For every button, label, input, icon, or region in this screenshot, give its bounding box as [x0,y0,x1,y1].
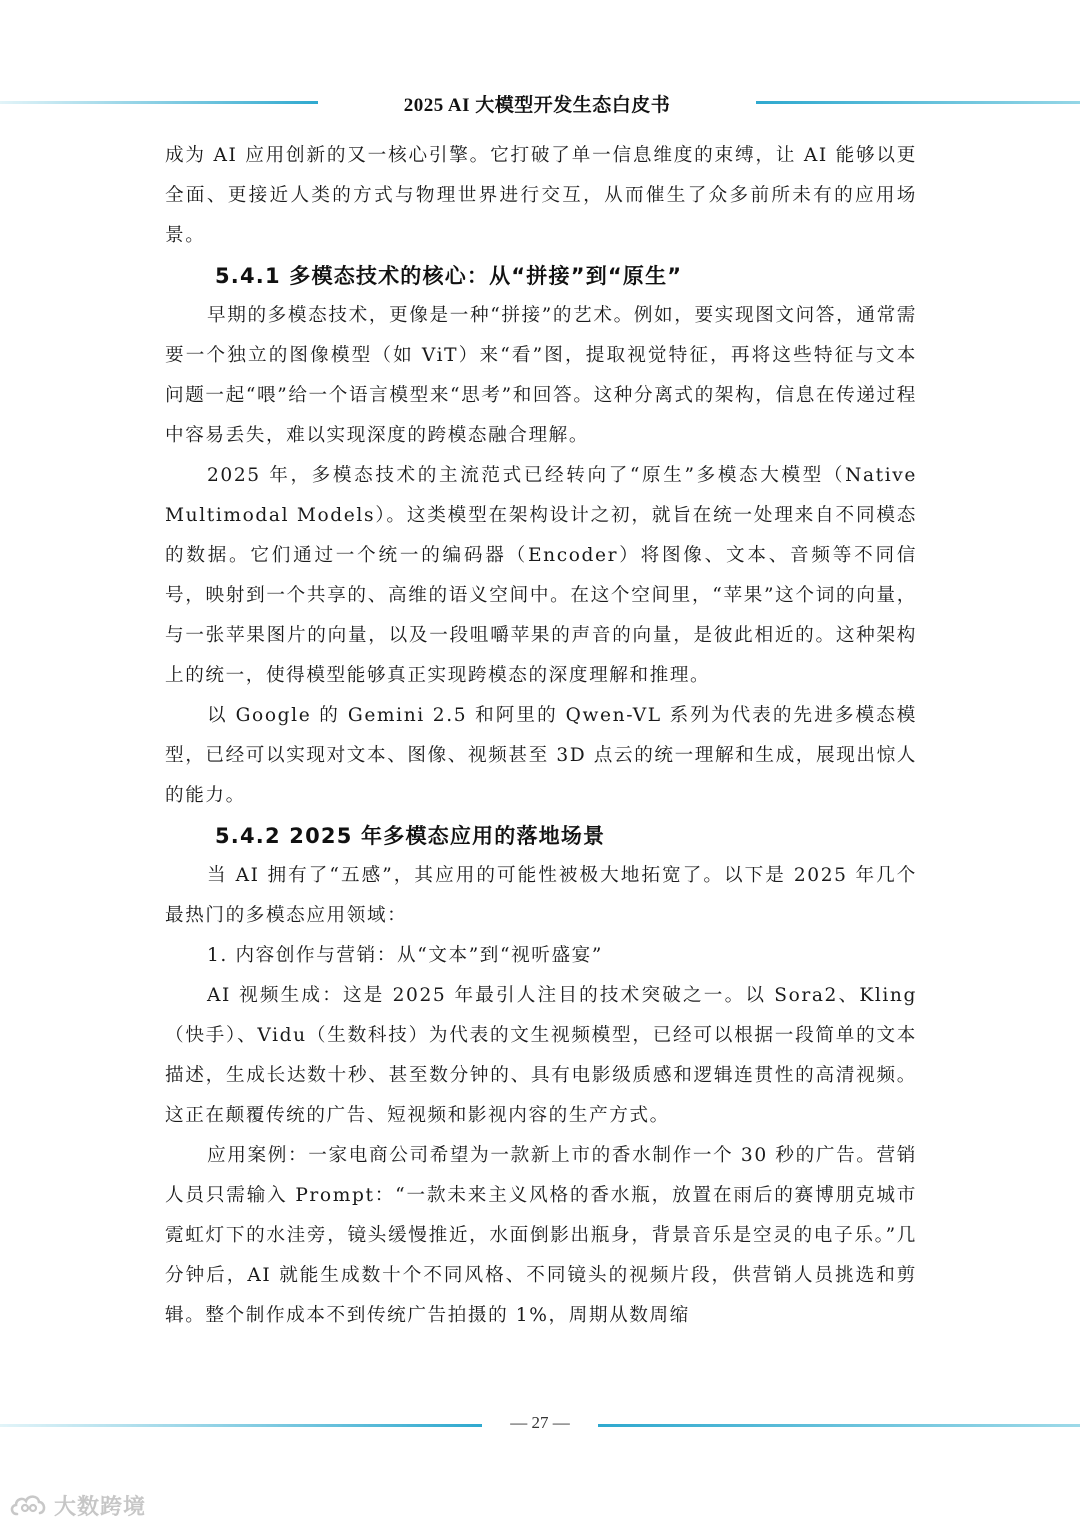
paragraph-continuation: 成为 AI 应用创新的又一核心引擎。它打破了单一信息维度的束缚，让 AI 能够以更全面、更接近人类的方式与物理世界进行交互，从而催生了众多前所未有的应用场景。 [165,145,917,246]
paragraph-ai-video-generation: AI 视频生成：这是 2025 年最引人注目的技术突破之一。以 Sora2、Kling（快手）、Vidu（生数科技）为代表的文生视频模型，已经可以根据一段简单的文本描述，生成长达数十秒、甚至数分钟的、具有电影级质感和逻辑连贯性的高清视频。这正在颠覆传统的广告、短视频和影视内容的生产方式。 [165,985,917,1126]
page-header-title: 2025 AI 大模型开发生态白皮书 [403,95,671,116]
page-content [165,136,917,1336]
watermark [8,1488,146,1522]
watermark-text: 大数跨境 [54,1494,147,1520]
header-rule-left [0,101,318,104]
section-heading-5-4-2: 5.4.2 2025 年多模态应用的落地场景 [215,824,606,848]
list-item-content-creation: 1. 内容创作与营销：从“文本”到“视听盛宴” [207,945,603,966]
page-number: — 27 — [510,1413,570,1432]
paragraph-five-senses: 当 AI 拥有了“五感”，其应用的可能性被极大地拓宽了。以下是 2025 年几个最热门的多模态应用领域： [165,865,917,926]
header-rule-right [756,101,1080,104]
section-heading-5-4-1: 5.4.1 多模态技术的核心：从“拼接”到“原生” [215,264,683,288]
paragraph-native-multimodal: 2025 年，多模态技术的主流范式已经转向了“原生”多模态大模型（Native Multimodal Models）。这类模型在架构设计之初，就旨在统一处理来自不同模态的数据。它们通过一个统一的编码器（Encoder）将图像、文本、音频等不同信号，映射到一个共享的、高维的语义空间中。在这个空间里，“苹果”这个词的向量，与一张苹果图片的向量，以及一段咀嚼苹果的声音的向量，是彼此相近的。这种架构上的统一，使得模型能够真正实现跨模态的深度理解和推理。 [165,465,917,686]
paragraph-application-case: 应用案例：一家电商公司希望为一款新上市的香水制作一个 30 秒的广告。营销人员只需输入 Prompt：“一款未来主义风格的香水瓶，放置在雨后的赛博朋克城市霓虹灯下的水洼旁，镜头缓慢推近，水面倒影出瓶身，背景音乐是空灵的电子乐。”几分钟后，AI 就能生成数十个不同风格、不同镜头的视频片段，供营销人员挑选和剪辑。整个制作成本不到传统广告拍摄的 1%，周期从数周缩 [165,1145,917,1326]
paragraph-early-multimodal: 早期的多模态技术，更像是一种“拼接”的艺术。例如，要实现图文问答，通常需要一个独立的图像模型（如 ViT）来“看”图，提取视觉特征，再将这些特征与文本问题一起“喂”给一个语言模型来“思考”和回答。这种分离式的架构，信息在传递过程中容易丢失，难以实现深度的跨模态融合理解。 [165,305,917,446]
paragraph-advanced-models: 以 Google 的 Gemini 2.5 和阿里的 Qwen-VL 系列为代表的先进多模态模型，已经可以实现对文本、图像、视频甚至 3D 点云的统一理解和生成，展现出惊人的能力。 [165,705,917,806]
footer-rule-right [598,1424,1080,1427]
footer-rule-left [0,1424,482,1427]
cloud-logo-icon [8,1490,48,1520]
